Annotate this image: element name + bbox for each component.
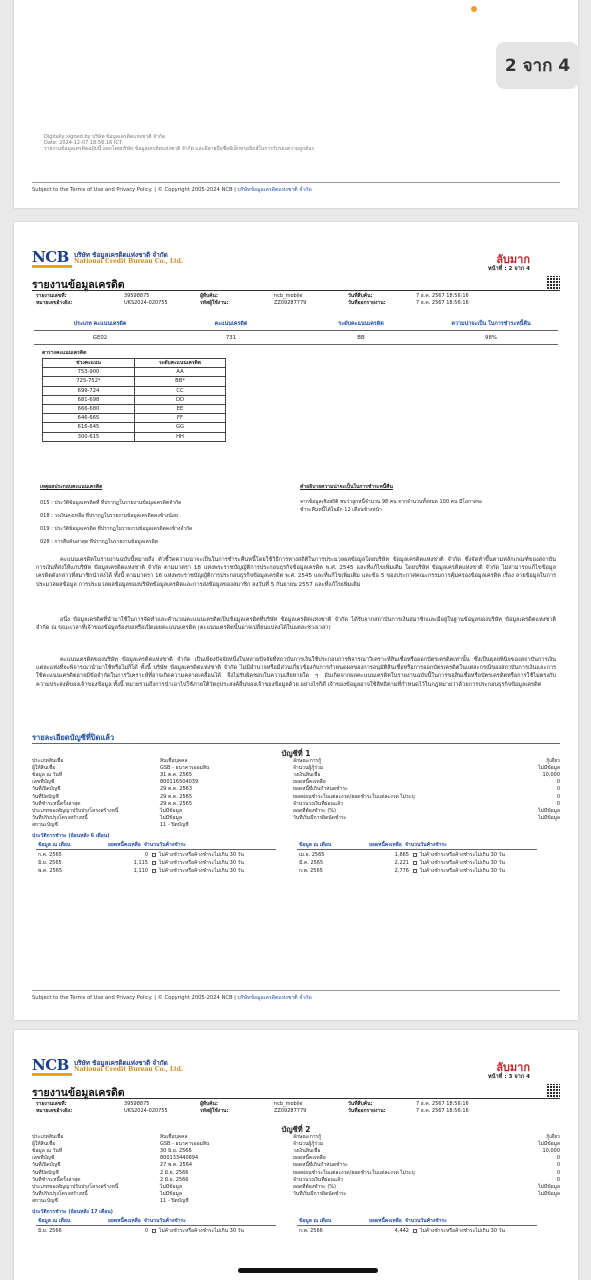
user-label: รหัสผู้ใช้งาน: xyxy=(200,300,229,306)
inquiry-date-label: วันที่สืบค้น: xyxy=(348,293,373,299)
company-name-en: National Credit Bureau Co., Ltd. xyxy=(74,258,184,265)
field-value: ไม่มีข้อมูล xyxy=(538,1141,560,1148)
reasons-title: เหตุผลประกอบคะแนนเครดิต xyxy=(40,484,103,490)
sign-line: Digitally signed by บริษัท ข้อมูลเครดิตแห่งชาติ จำกัด xyxy=(44,134,166,140)
field-value: กู้เดี่ยว xyxy=(546,758,560,764)
field-label: ลักษณะการกู้ xyxy=(293,758,322,764)
field-value: ไม่มีข้อมูล xyxy=(538,814,560,821)
field-label: ประเภทสินเชื่อ xyxy=(32,758,64,764)
field-label: วันที่ชำระหนี้ครั้งล่าสุด xyxy=(32,800,81,807)
history-month: ก.ค. 2565 xyxy=(38,852,62,858)
status-checkbox-icon xyxy=(152,853,156,857)
repay-probability: 98% xyxy=(485,335,497,341)
score-range-cell: 300-615 xyxy=(43,432,135,441)
field-value: 29 ต.ค. 2563 xyxy=(160,786,193,793)
field-label: ประเภทสินเชื่อ xyxy=(32,1134,64,1140)
history-balance: 0 xyxy=(144,852,148,858)
score-grade: BB xyxy=(357,335,365,341)
field-label: วันที่ชำระหนี้ครั้งล่าสุด xyxy=(32,1176,81,1183)
field-value: สินเชื่อบุคคล xyxy=(160,1134,188,1140)
history-header: ยอดหนี้คงเหลือ xyxy=(108,842,141,848)
inquirer-label: ผู้สืบค้น: xyxy=(200,293,218,299)
field-value: 10,000 xyxy=(542,772,560,779)
field-label: ประเภทของสัญญาปรับปรุงโครงสร้างหนี้ xyxy=(32,807,119,814)
field-label: ยอดหนี้ที่เกินกำหนดชำระ xyxy=(293,786,348,793)
report-date-label: วันที่ออกรายงาน: xyxy=(348,300,386,306)
score-range-row xyxy=(43,432,226,441)
history-header: จำนวนวันค้างชำระ xyxy=(405,1218,447,1224)
member-ref-label: หมายเลขอ้างอิง: xyxy=(36,300,73,306)
report-no: 39598875 xyxy=(124,293,150,299)
field-label: วันที่ปรับปรุงโครงสร้างหนี้ xyxy=(32,1190,88,1197)
footer-link[interactable]: บริษัทข้อมูลเครดิตแห่งชาติ จำกัด xyxy=(237,187,312,193)
page-footer xyxy=(32,994,312,1002)
score-grade-header: ระดับคะแนนเครดิต xyxy=(338,321,384,327)
logo-text: NCB xyxy=(32,248,69,266)
field-label: สถานะบัญชี xyxy=(32,1197,58,1204)
field-label: ยอดผ่อนชำระในแต่ละงวด/ยอดชำระในแต่ละงวด ไม่ระบุ xyxy=(293,1169,415,1176)
account-2 xyxy=(14,1120,578,1280)
history-balance: 1,665 xyxy=(394,852,409,858)
status-checkbox-icon xyxy=(413,853,417,857)
field-value: 800116504039 xyxy=(160,779,199,786)
score-range-row xyxy=(43,368,226,377)
score-range-row xyxy=(43,377,226,386)
account-title: บัญชีที่ 1 xyxy=(281,749,311,758)
field-label: จำนวนวงเงินที่ผ่อนแล้ว xyxy=(293,800,343,807)
inquiry-date-label: วันที่สืบค้น: xyxy=(348,1101,373,1107)
indicator-dot xyxy=(471,6,477,12)
company-name-en: National Credit Bureau Co., Ltd. xyxy=(74,1066,184,1073)
score-range-row xyxy=(43,423,226,432)
score-range-cell: 753-900 xyxy=(43,368,135,377)
page-number: หน้าที่ : 3 จาก 4 xyxy=(488,1074,530,1080)
field-value: กู้เดี่ยว xyxy=(546,1134,560,1140)
status-checkbox-icon xyxy=(413,861,417,865)
report-header xyxy=(32,1056,560,1114)
field-value: 10,000 xyxy=(542,1148,560,1155)
history-header: ยอดหนี้คงเหลือ xyxy=(369,842,402,848)
score-range-row xyxy=(43,414,226,423)
probability-line: ชำระคืนหนี้ได้ในอีก 12 เดือนข้างหน้า xyxy=(300,507,382,513)
field-value: 31 ต.ค. 2565 xyxy=(160,772,193,779)
field-label: ยอดหนี้คงเหลือ xyxy=(293,1155,326,1162)
score-range-cell: 666-680 xyxy=(43,404,135,413)
score-divider xyxy=(34,330,558,331)
ncb-logo xyxy=(32,1056,72,1078)
field-value: 800133440894 xyxy=(160,1155,199,1162)
account-title: บัญชีที่ 2 xyxy=(281,1125,311,1134)
footer-text: Subject to the Terms of Use and Privacy Policy. | © Copyright 2005-2024 NCB | xyxy=(32,995,236,1001)
score-range-row xyxy=(43,386,226,395)
page-number: หน้าที่ : 2 จาก 4 xyxy=(488,266,530,272)
field-label: ข้อมูล ณ วันที่ xyxy=(32,1148,63,1155)
field-label: เลขที่บัญชี xyxy=(32,1155,55,1162)
field-label: จำนวนผู้กู้ร่วม xyxy=(293,765,324,772)
report-no-label: รายงานเลขที่: xyxy=(36,293,67,299)
history-status: ไม่ค้างชำระหรือค้างชำระไม่เกิน 30 วัน xyxy=(420,868,505,875)
grade-col-header: ระดับคะแนนเครดิต xyxy=(135,359,226,368)
score-header: คะแนนเครดิต xyxy=(214,321,248,327)
field-value: GSB - ธนาคารออมสิน xyxy=(160,1141,210,1148)
field-value: สินเชื่อบุคคล xyxy=(160,758,188,764)
field-value: 11 - ปิดบัญชี xyxy=(160,1197,189,1204)
field-label: ผู้ให้สินเชื่อ xyxy=(32,1141,56,1148)
history-status: ไม่ค้างชำระหรือค้างชำระไม่เกิน 30 วัน xyxy=(159,868,244,875)
closed-accounts-title: รายละเอียดบัญชีที่ปิดแล้ว xyxy=(32,733,115,742)
sign-line: รายงานข้อมูลเครดิตฉบับนี้ ออกโดยบริษัท ข้อมูลเครดิตแห่งชาติ จำกัด และมีลายมือชื่ออิเล็กทรอนิกส์ในการรับรองความถูกต้อง xyxy=(44,146,314,152)
field-value: 29 ต.ค. 2565 xyxy=(160,793,193,800)
score-data-paragraph: อนึ่ง ข้อมูลเครดิตที่นำมาใช้ในการจัดทำและคำนวณคะแนนเครดิตเป็นข้อมูลเครดิตที่บริษัท ข้อมูลเครดิตแห่งชาติ จำกัด ได้รับจากสถาบันการเงินสมาชิกและมีอยู่ในฐานข้อมูลของบริษัท ข้อมูลเครดิตแห่งชาติ จำกัด ณ ขณะเวลาที่เจ้าของข้อมูลร้องขอหรือเปิดเผยคะแนนเครดิต (คะแนนเครดิตนั้นอาจเปลี่ยนแปลงได้ในแต่ละช่วงเวลา) xyxy=(36,617,556,632)
reason-item: 018 : วงเงินคงเหลือ ที่ปรากฏในรายงานข้อมูลเครดิตคงข้างน้อย xyxy=(40,513,178,519)
score-range-cell: 681-698 xyxy=(43,395,135,404)
history-divider xyxy=(36,849,276,850)
probability-text xyxy=(300,498,482,514)
field-value: ไม่มีข้อมูล xyxy=(538,765,560,772)
field-label: วงเงินสินเชื่อ xyxy=(293,1148,321,1155)
report-no-label: รายงานเลขที่: xyxy=(36,1101,67,1107)
inquirer-label: ผู้สืบค้น: xyxy=(200,1101,218,1107)
history-month: ก.พ. 2566 xyxy=(299,1228,323,1234)
field-label: ยอดผ่อนชำระในแต่ละงวด/ยอดชำระในแต่ละงวด ไม่ระบุ xyxy=(293,793,415,800)
account-1 xyxy=(14,744,578,924)
field-value: ไม่มีข้อมูล xyxy=(160,814,182,821)
field-value: 27 พ.ค. 2564 xyxy=(160,1162,193,1169)
range-col-header: ช่วงคะแนน xyxy=(43,359,135,368)
score-grade-cell: HH xyxy=(135,432,226,441)
score-range-table xyxy=(42,358,226,442)
score-table-title: ตารางคะแนนเครดิต xyxy=(42,350,87,356)
history-balance: 1,115 xyxy=(133,860,148,867)
score-grade-cell: AA xyxy=(135,368,226,377)
field-value: 0 xyxy=(556,1176,560,1183)
member-ref: UKS2024-020755 xyxy=(124,300,168,306)
score-grade-cell: CC xyxy=(135,386,226,395)
logo-text: NCB xyxy=(32,1056,69,1074)
field-label: วันที่เริ่มมีการผิดนัดชำระ xyxy=(293,1190,347,1197)
field-label: ผู้ให้สินเชื่อ xyxy=(32,765,56,772)
reason-item: 028 : การสืบค้นล่าสุด ที่ปรากฏในรายงานข้อมูลเครดิต xyxy=(40,539,158,545)
history-header: ข้อมูล ณ เดือน xyxy=(299,842,332,848)
history-balance: 0 xyxy=(144,1228,148,1234)
report-date: 7 ธ.ค. 2567 18:56:16 xyxy=(416,1108,469,1114)
title-divider xyxy=(32,290,560,291)
score-explanation-paragraph: คะแนนเครดิตในรายงานฉบับนี้หมายถึง ตัวชี้วัดความน่าจะเป็นในการชำระคืนหนี้โดยใช้วิธีการทางสถิติในการประมวลผลข้อมูลโดยบริษัท ข้อมูลเครดิตแห่งชาติ จำกัด ซึ่งจัดทำขึ้นตามหลักเกณฑ์ของสถาบันการเงินที่ส่งให้แก่บริษัท ข้อมูลเครดิตแห่งชาติ จำกัด ตามมาตรา 18 แห่งพระราชบัญญัติการประกอบธุรกิจข้อมูลเครดิต พ.ศ. 2545 และที่แก้ไขเพิ่มเติม โดยบริษัท ข้อมูลเครดิตแห่งชาติ จำกัด ไม่สามารถแก้ไขข้อมูลเครดิตดังกล่าวที่สมาชิกนำส่งได้ ทั้งนี้ ตามมาตรา 16 แห่งพระราชบัญญัติการประกอบธุรกิจข้อมูลเครดิต พ.ศ. 2545 และที่แก้ไขเพิ่มเติม และข้อ 5 ของประกาศคณะกรรมการคุ้มครองข้อมูลเครดิต เรื่อง ลายข้อมูลในการประมวลผลข้อมูล การประมวลผลข้อมูลของบริษัทข้อมูลเครดิตและการส่งข้อมูลของสมาชิก ลงวันที่ 5 กันยายน 2557 และที่แก้ไขเพิ่มเติม xyxy=(36,557,556,588)
page-indicator-badge: 2 จาก 4 xyxy=(496,42,579,89)
score-grade-cell: GG xyxy=(135,423,226,432)
field-value: 2 มิ.ย. 2566 xyxy=(160,1176,189,1183)
field-label: เลขที่บัญชี xyxy=(32,779,55,786)
status-checkbox-icon xyxy=(413,869,417,873)
history-header: จำนวนวันค้างชำระ xyxy=(405,842,447,848)
score-range-row xyxy=(43,395,226,404)
report-no: 39598875 xyxy=(124,1101,150,1107)
probability-title: คำอธิบายความน่าจะเป็นในการชำระหนี้คืน xyxy=(300,484,393,490)
field-value: 0 xyxy=(556,793,560,800)
title-divider xyxy=(32,1098,560,1099)
confidential-label: ลับมาก xyxy=(496,253,530,266)
history-title: ประวัติการชำระ (ย้อนหลัง 6 เดือน) xyxy=(32,833,110,839)
history-month: เม.ย. 2565 xyxy=(299,852,325,858)
score-range-cell: 699-724 xyxy=(43,386,135,395)
reason-item: 019 : ประวัติข้อมูลเครดิต ที่ปรากฏในรายงานข้อมูลเครดิตคงข้างจำกัด xyxy=(40,526,193,532)
score-type-header: ประเภท คะแนนเครดิต xyxy=(73,321,127,327)
field-value: ไม่มีข้อมูล xyxy=(538,1190,560,1197)
score-grade-cell: EE xyxy=(135,404,226,413)
digital-signature xyxy=(44,134,314,152)
history-status: ไม่ค้างชำระหรือค้างชำระไม่เกิน 30 วัน xyxy=(420,860,505,867)
score-range-cell: 725-752* xyxy=(43,377,135,386)
field-value: ไม่มีข้อมูล xyxy=(160,1183,182,1190)
user-id: ZZ09287779 xyxy=(274,300,307,306)
field-value: ไม่มีข้อมูล xyxy=(160,807,182,814)
field-value: 0 xyxy=(556,1155,560,1162)
member-ref-label: หมายเลขอ้างอิง: xyxy=(36,1108,73,1114)
history-balance: 4,442 xyxy=(394,1228,409,1234)
confidential-label: ลับมาก xyxy=(496,1061,530,1074)
field-label: วันที่ปิดบัญชี xyxy=(32,1169,59,1176)
field-label: ประเภทของสัญญาปรับปรุงโครงสร้างหนี้ xyxy=(32,1183,119,1190)
field-label: ยอดหนี้คงเหลือ xyxy=(293,779,326,786)
field-value: ไม่มีข้อมูล xyxy=(538,807,560,814)
footer-divider xyxy=(32,182,560,183)
report-page-2 xyxy=(14,222,578,1020)
inquiry-date: 7 ธ.ค. 2567 18:56:16 xyxy=(416,293,469,299)
score-type: GE02 xyxy=(92,335,108,341)
score-range-rows xyxy=(43,368,226,442)
credit-score: 731 xyxy=(225,335,237,341)
field-label: ยอดหนี้ที่เกินกำหนดชำระ xyxy=(293,1162,348,1169)
history-divider xyxy=(36,1225,276,1226)
field-value: 0 xyxy=(556,1169,560,1176)
field-value: GSB - ธนาคารออมสิน xyxy=(160,765,210,772)
field-value: 2 มิ.ย. 2566 xyxy=(160,1169,189,1176)
report-title: รายงานข้อมูลเครดิต xyxy=(32,279,125,291)
score-range-cell: 646-665 xyxy=(43,414,135,423)
footer-text: Subject to the Terms of Use and Privacy Policy. | © Copyright 2005-2024 NCB | xyxy=(32,187,236,193)
history-month: มี.ค. 2565 xyxy=(299,860,324,867)
history-month: มิ.ย. 2566 xyxy=(38,1228,62,1234)
history-balance: 2,221 xyxy=(394,860,409,867)
field-label: ข้อมูล ณ วันที่ xyxy=(32,772,63,779)
member-ref: UKS2024-020755 xyxy=(124,1108,168,1114)
field-label: จำนวนผู้กู้ร่วม xyxy=(293,1141,324,1148)
field-label: วันที่เริ่มมีการผิดนัดชำระ xyxy=(293,814,347,821)
field-label: ลักษณะการกู้ xyxy=(293,1134,322,1140)
inquirer: ncb_mobile xyxy=(274,293,303,299)
score-grade-cell: BB* xyxy=(135,377,226,386)
status-checkbox-icon xyxy=(413,1229,417,1233)
inquiry-date: 7 ธ.ค. 2567 18:56:16 xyxy=(416,1101,469,1107)
history-month: พ.ค. 2565 xyxy=(38,868,63,875)
field-value: 29 ต.ค. 2565 xyxy=(160,800,193,807)
history-divider xyxy=(297,849,537,850)
field-label: สถานะบัญชี xyxy=(32,821,58,828)
history-month: ก.พ. 2565 xyxy=(299,868,323,875)
field-label: วันที่ปิดบัญชี xyxy=(32,793,59,800)
history-status: ไม่ค้างชำระหรือค้างชำระไม่เกิน 30 วัน xyxy=(159,1228,244,1234)
qr-code-overlay xyxy=(547,1084,560,1097)
report-title: รายงานข้อมูลเครดิต xyxy=(32,1087,125,1099)
score-divider-bottom xyxy=(34,344,558,345)
field-value: 0 xyxy=(556,779,560,786)
field-value: 0 xyxy=(556,800,560,807)
history-divider xyxy=(297,1225,537,1226)
probability-line: จากข้อมูลเชิงสถิติ พบว่าลูกหนี้จำนวน 98 คน จากจำนวนทั้งหมด 100 คน มีโอกาสจะ xyxy=(300,499,483,505)
score-range-row xyxy=(43,404,226,413)
history-balance: 2,776 xyxy=(394,868,409,875)
score-grade-cell: DD xyxy=(135,395,226,404)
report-page-1 xyxy=(14,0,578,208)
report-date: 7 ธ.ค. 2567 18:56:16 xyxy=(416,300,469,306)
report-header xyxy=(32,248,560,306)
field-value: ไม่มีข้อมูล xyxy=(160,1190,182,1197)
field-label: วงเงินสินเชื่อ xyxy=(293,772,321,779)
field-label: ยอดที่ต้องชำระ (%) xyxy=(293,807,336,814)
inquirer: ncb_mobile xyxy=(274,1101,303,1107)
sign-line: Date: 2024-12-07 18:56:16 ICT xyxy=(44,140,122,146)
history-header: ข้อมูล ณ เดือน xyxy=(38,842,71,848)
field-label: วันที่เปิดบัญชี xyxy=(32,1162,61,1169)
history-status: ไม่ค้างชำระหรือค้างชำระไม่เกิน 30 วัน xyxy=(420,1228,505,1234)
field-label: จำนวนวงเงินที่ผ่อนแล้ว xyxy=(293,1176,343,1183)
history-header: ยอดหนี้คงเหลือ xyxy=(369,1218,402,1224)
score-disclaimer-paragraph: คะแนนเครดิตของบริษัท ข้อมูลเครดิตแห่งชาติ จำกัด เป็นเพียงปัจจัยหนึ่งในหลายปัจจัยที่สถาบันการเงินใช้ประกอบการพิจารณาวิเคราะห์สินเชื่อหรือออกบัตรเครดิตเท่านั้น ซึ่งเป็นดุลยพินิจของสถาบันการเงินแต่ละแห่งที่จะพิจารณานำมาใช้หรือไม่ก็ได้ ทั้งนี้ บริษัท ข้อมูลเครดิตแห่งชาติ จำกัด ไม่มีอำนาจหรือมีส่วนเกี่ยวข้องกับการกำหนดผลของการอนุมัติสินเชื่อหรือการออกบัตรเครดิตในแต่ละกรณีของสถาบันการเงินและการใช้คะแนนเครดิตอาจมีข้อจำกัดในการวิเคราะห์ที่อาจเกิดความคลาดเคลื่อนได้ จึงไม่รับผิดชอบในความเสียหายใด ๆ อันเกิดจากผลคะแนนเครดิตในรายงานฉบับนี้ในการขอสินเชื่อหรือบัตรเครดิตหรือการใช้ไม่ตรงกับความประสงค์ของเจ้าของข้อมูล ทั้งนี้ หมายรวมถึงการนำเอาไปใช้ภายใต้วัตถุประสงค์อื่นของเจ้าของข้อมูลด้วย อย่างไรก็ดี เจ้าของข้อมูลอาจใช้สิทธิตามที่กำหนดไว้ในกฎหมายว่าด้วยการประกอบธุรกิจข้อมูลเครดิต xyxy=(36,657,556,688)
status-checkbox-icon xyxy=(152,1229,156,1233)
page-footer xyxy=(32,186,312,194)
history-balance: 1,110 xyxy=(133,868,148,875)
history-title: ประวัติการชำระ (ย้อนหลัง 17 เดือน) xyxy=(32,1209,113,1215)
reason-item: 015 : ประวัติข้อมูลเครดิตที่ ที่ปรากฏในรายงานข้อมูลเครดิตจำกัด xyxy=(40,500,182,506)
user-label: รหัสผู้ใช้งาน: xyxy=(200,1108,229,1114)
qr-code-overlay xyxy=(547,276,560,289)
history-header: ข้อมูล ณ เดือน xyxy=(299,1218,332,1224)
history-month: มิ.ย. 2565 xyxy=(38,860,62,867)
field-value: 30 มิ.ย. 2566 xyxy=(160,1148,192,1155)
field-label: ยอดที่ต้องชำระ (%) xyxy=(293,1183,336,1190)
status-checkbox-icon xyxy=(152,861,156,865)
history-header: ข้อมูล ณ เดือน xyxy=(38,1218,71,1224)
field-label: วันที่เปิดบัญชี xyxy=(32,786,61,793)
history-header: จำนวนวันค้างชำระ xyxy=(144,1218,186,1224)
history-status: ไม่ค้างชำระหรือค้างชำระไม่เกิน 30 วัน xyxy=(159,860,244,867)
field-value: 0 xyxy=(556,786,560,793)
footer-divider xyxy=(32,990,560,991)
footer-link[interactable]: บริษัทข้อมูลเครดิตแห่งชาติ จำกัด xyxy=(237,995,312,1001)
field-value: ไม่มีข้อมูล xyxy=(538,1183,560,1190)
company-name-th: บริษัท ข้อมูลเครดิตแห่งชาติ จำกัด xyxy=(74,251,168,259)
history-header: จำนวนวันค้างชำระ xyxy=(144,842,186,848)
history-header: ยอดหนี้คงเหลือ xyxy=(108,1218,141,1224)
field-value: 11 - ปิดบัญชี xyxy=(160,821,189,828)
field-value: 0 xyxy=(556,1162,560,1169)
repay-prob-header: ความน่าจะเป็น ในการชำระหนี้คืน xyxy=(451,321,531,327)
ncb-logo xyxy=(32,248,72,270)
history-status: ไม่ค้างชำระหรือค้างชำระไม่เกิน 30 วัน xyxy=(159,852,244,858)
company-name-th: บริษัท ข้อมูลเครดิตแห่งชาติ จำกัด xyxy=(74,1059,168,1067)
score-grade-cell: FF xyxy=(135,414,226,423)
user-id: ZZ09287779 xyxy=(274,1108,307,1114)
score-range-cell: 616-645 xyxy=(43,423,135,432)
report-date-label: วันที่ออกรายงาน: xyxy=(348,1108,386,1114)
reasons-list xyxy=(40,497,192,549)
report-page-3 xyxy=(14,1030,578,1280)
status-checkbox-icon xyxy=(152,869,156,873)
history-status: ไม่ค้างชำระหรือค้างชำระไม่เกิน 30 วัน xyxy=(420,852,505,858)
field-label: วันที่ปรับปรุงโครงสร้างหนี้ xyxy=(32,814,88,821)
home-indicator[interactable] xyxy=(238,1268,378,1273)
